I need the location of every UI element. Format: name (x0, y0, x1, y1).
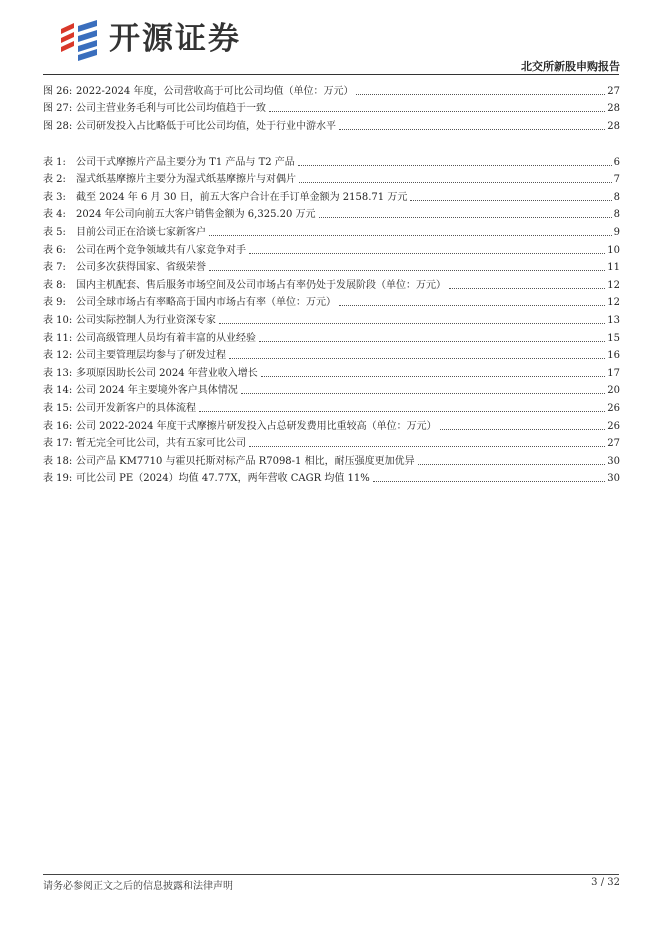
toc-entry-page: 30 (607, 455, 620, 467)
toc-entry-label: 表 6: (43, 244, 66, 256)
toc-entry-title: 暂无完全可比公司，共有五家可比公司 (76, 438, 246, 450)
toc-entry-page: 9 (613, 226, 620, 238)
toc-entry-title: 公司全球市场占有率略高于国内市场占有率（单位：万元） (76, 297, 336, 309)
toc-entry-page: 12 (607, 297, 620, 309)
toc-entry-page: 28 (607, 103, 620, 115)
toc-leader-dots (299, 182, 612, 183)
toc-entry-page: 6 (613, 156, 620, 168)
toc-entry-title: 公司干式摩擦片产品主要分为 T1 产品与 T2 产品 (76, 156, 295, 168)
table-entry[interactable] (43, 450, 620, 468)
toc-entry-label: 表 19: (43, 473, 73, 485)
table-entry[interactable] (43, 274, 620, 292)
toc-entry-title: 公司 2024 年主要境外客户具体情况 (76, 385, 238, 397)
toc-entry-label: 表 8: (43, 279, 66, 291)
toc-leader-dots (209, 235, 612, 236)
toc-entry-page: 27 (607, 85, 620, 97)
header-divider (43, 74, 619, 75)
toc-entry-page: 20 (607, 385, 620, 397)
toc-entry-label: 表 3: (43, 191, 66, 203)
toc-leader-dots (356, 94, 605, 95)
toc-entry-label: 表 13: (43, 367, 73, 379)
table-entry[interactable] (43, 468, 620, 486)
toc-leader-dots (449, 288, 605, 289)
toc-entry-label: 图 26: (43, 85, 73, 97)
toc-entry-page: 8 (613, 191, 620, 203)
toc-leader-dots (241, 393, 605, 394)
toc-entry-title: 公司高级管理人员均有着丰富的从业经验 (76, 332, 256, 344)
toc-entry-page: 15 (607, 332, 620, 344)
toc-leader-dots (339, 305, 605, 306)
table-entry[interactable] (43, 151, 620, 169)
toc-entry-page: 17 (607, 367, 620, 379)
toc-entry-page: 10 (607, 244, 620, 256)
table-entry[interactable] (43, 380, 620, 398)
footer-disclaimer: 请务必参阅正文之后的信息披露和法律声明 (43, 881, 233, 892)
toc-entry-label: 表 12: (43, 350, 73, 362)
toc-entry-label: 表 4: (43, 209, 66, 221)
company-logo (57, 17, 241, 61)
toc-leader-dots (440, 429, 606, 430)
toc-entry-label: 图 28: (43, 120, 73, 132)
toc-leader-dots (199, 411, 605, 412)
toc-entry-title: 国内主机配套、售后服务市场空间及公司市场占有率仍处于发展阶段（单位：万元） (76, 279, 446, 291)
toc-leader-dots (229, 358, 605, 359)
toc-leader-dots (261, 376, 605, 377)
toc-leader-dots (339, 129, 605, 130)
table-entry[interactable] (43, 257, 620, 275)
toc-leader-dots (249, 253, 605, 254)
table-entry[interactable] (43, 362, 620, 380)
toc-entry-page: 11 (607, 262, 620, 274)
figure-list (43, 80, 620, 133)
toc-leader-dots (269, 111, 605, 112)
toc-entry-label: 图 27: (43, 103, 73, 115)
toc-leader-dots (319, 217, 612, 218)
toc-leader-dots (209, 270, 605, 271)
toc-entry-title: 多项原因助长公司 2024 年营业收入增长 (76, 367, 258, 379)
toc-entry-label: 表 10: (43, 314, 73, 326)
toc-entry-label: 表 17: (43, 438, 73, 450)
figure-entry[interactable] (43, 115, 620, 133)
toc-entry-page: 7 (613, 174, 620, 186)
logo-text: 开源证券 (109, 21, 241, 57)
toc-entry-title: 公司产品 KM7710 与霍贝托斯对标产品 R7098-1 相比，耐压强度更加优异 (76, 455, 415, 467)
table-entry[interactable] (43, 415, 620, 433)
toc-entry-label: 表 15: (43, 402, 73, 414)
toc-entry-page: 16 (607, 350, 620, 362)
toc-entry-page: 12 (607, 279, 620, 291)
toc-entry-label: 表 5: (43, 226, 66, 238)
table-entry[interactable] (43, 239, 620, 257)
toc-entry-page: 8 (613, 209, 620, 221)
toc-entry-title: 公司研发投入占比略低于可比公司均值，处于行业中游水平 (76, 120, 336, 132)
table-entry[interactable] (43, 292, 620, 310)
report-type-label: 北交所新股申购报告 (521, 60, 620, 73)
table-entry[interactable] (43, 397, 620, 415)
toc-entry-title: 公司主要管理层均参与了研发过程 (76, 350, 226, 362)
page-number: 3 / 32 (591, 877, 620, 888)
toc-entry-label: 表 18: (43, 455, 73, 467)
toc-leader-dots (298, 165, 612, 166)
toc-leader-dots (418, 464, 606, 465)
toc-entry-title: 公司主营业务毛利与可比公司均值趋于一致 (76, 103, 266, 115)
figure-entry[interactable] (43, 80, 620, 98)
toc-leader-dots (373, 481, 606, 482)
toc-entry-label: 表 16: (43, 420, 73, 432)
toc-entry-page: 26 (607, 402, 620, 414)
toc-entry-page: 26 (607, 420, 620, 432)
toc-leader-dots (249, 446, 605, 447)
toc-entry-page: 13 (607, 314, 620, 326)
table-entry[interactable] (43, 169, 620, 187)
toc-entry-title: 截至 2024 年 6 月 30 日，前五大客户合计在手订单金额为 2158.71 万元 (76, 191, 408, 203)
toc-entry-label: 表 14: (43, 385, 73, 397)
toc-entry-label: 表 1: (43, 156, 66, 168)
toc-entry-page: 27 (607, 438, 620, 450)
toc-entry-title: 可比公司 PE（2024）均值 47.77X，两年营收 CAGR 均值 11% (76, 473, 370, 485)
toc-leader-dots (259, 341, 605, 342)
table-entry[interactable] (43, 221, 620, 239)
toc-entry-title: 公司在两个竞争领域共有八家竞争对手 (76, 244, 246, 256)
footer-divider (43, 874, 619, 875)
toc-entry-title: 公司实际控制人为行业资深专家 (76, 314, 216, 326)
table-entry[interactable] (43, 309, 620, 327)
toc-entry-title: 目前公司正在洽谈七家新客户 (76, 226, 206, 238)
toc-entry-title: 公司 2022-2024 年度干式摩擦片研发投入占总研发费用比重较高（单位：万元） (76, 420, 437, 432)
toc-entry-title: 湿式纸基摩擦片主要分为湿式纸基摩擦片与对偶片 (76, 174, 296, 186)
toc-entry-label: 表 2: (43, 174, 66, 186)
toc-entry-title: 2024 年公司向前五大客户销售金额为 6,325.20 万元 (76, 209, 316, 221)
table-list (43, 151, 620, 485)
toc-entry-title: 2022-2024 年度，公司营收高于可比公司均值（单位：万元） (76, 85, 354, 97)
table-entry[interactable] (43, 433, 620, 451)
logo-mark-icon (57, 17, 101, 61)
table-entry[interactable] (43, 204, 620, 222)
toc-entry-title: 公司多次获得国家、省级荣誉 (76, 262, 206, 274)
figure-entry[interactable] (43, 98, 620, 116)
toc-entry-label: 表 11: (43, 332, 73, 344)
toc-entry-label: 表 9: (43, 297, 66, 309)
table-entry[interactable] (43, 327, 620, 345)
toc-leader-dots (410, 200, 611, 201)
toc-leader-dots (219, 323, 605, 324)
toc-entry-title: 公司开发新客户的具体流程 (76, 402, 196, 414)
toc-entry-page: 30 (607, 473, 620, 485)
table-entry[interactable] (43, 186, 620, 204)
toc-entry-page: 28 (607, 120, 620, 132)
toc-entry-label: 表 7: (43, 262, 66, 274)
table-entry[interactable] (43, 345, 620, 363)
